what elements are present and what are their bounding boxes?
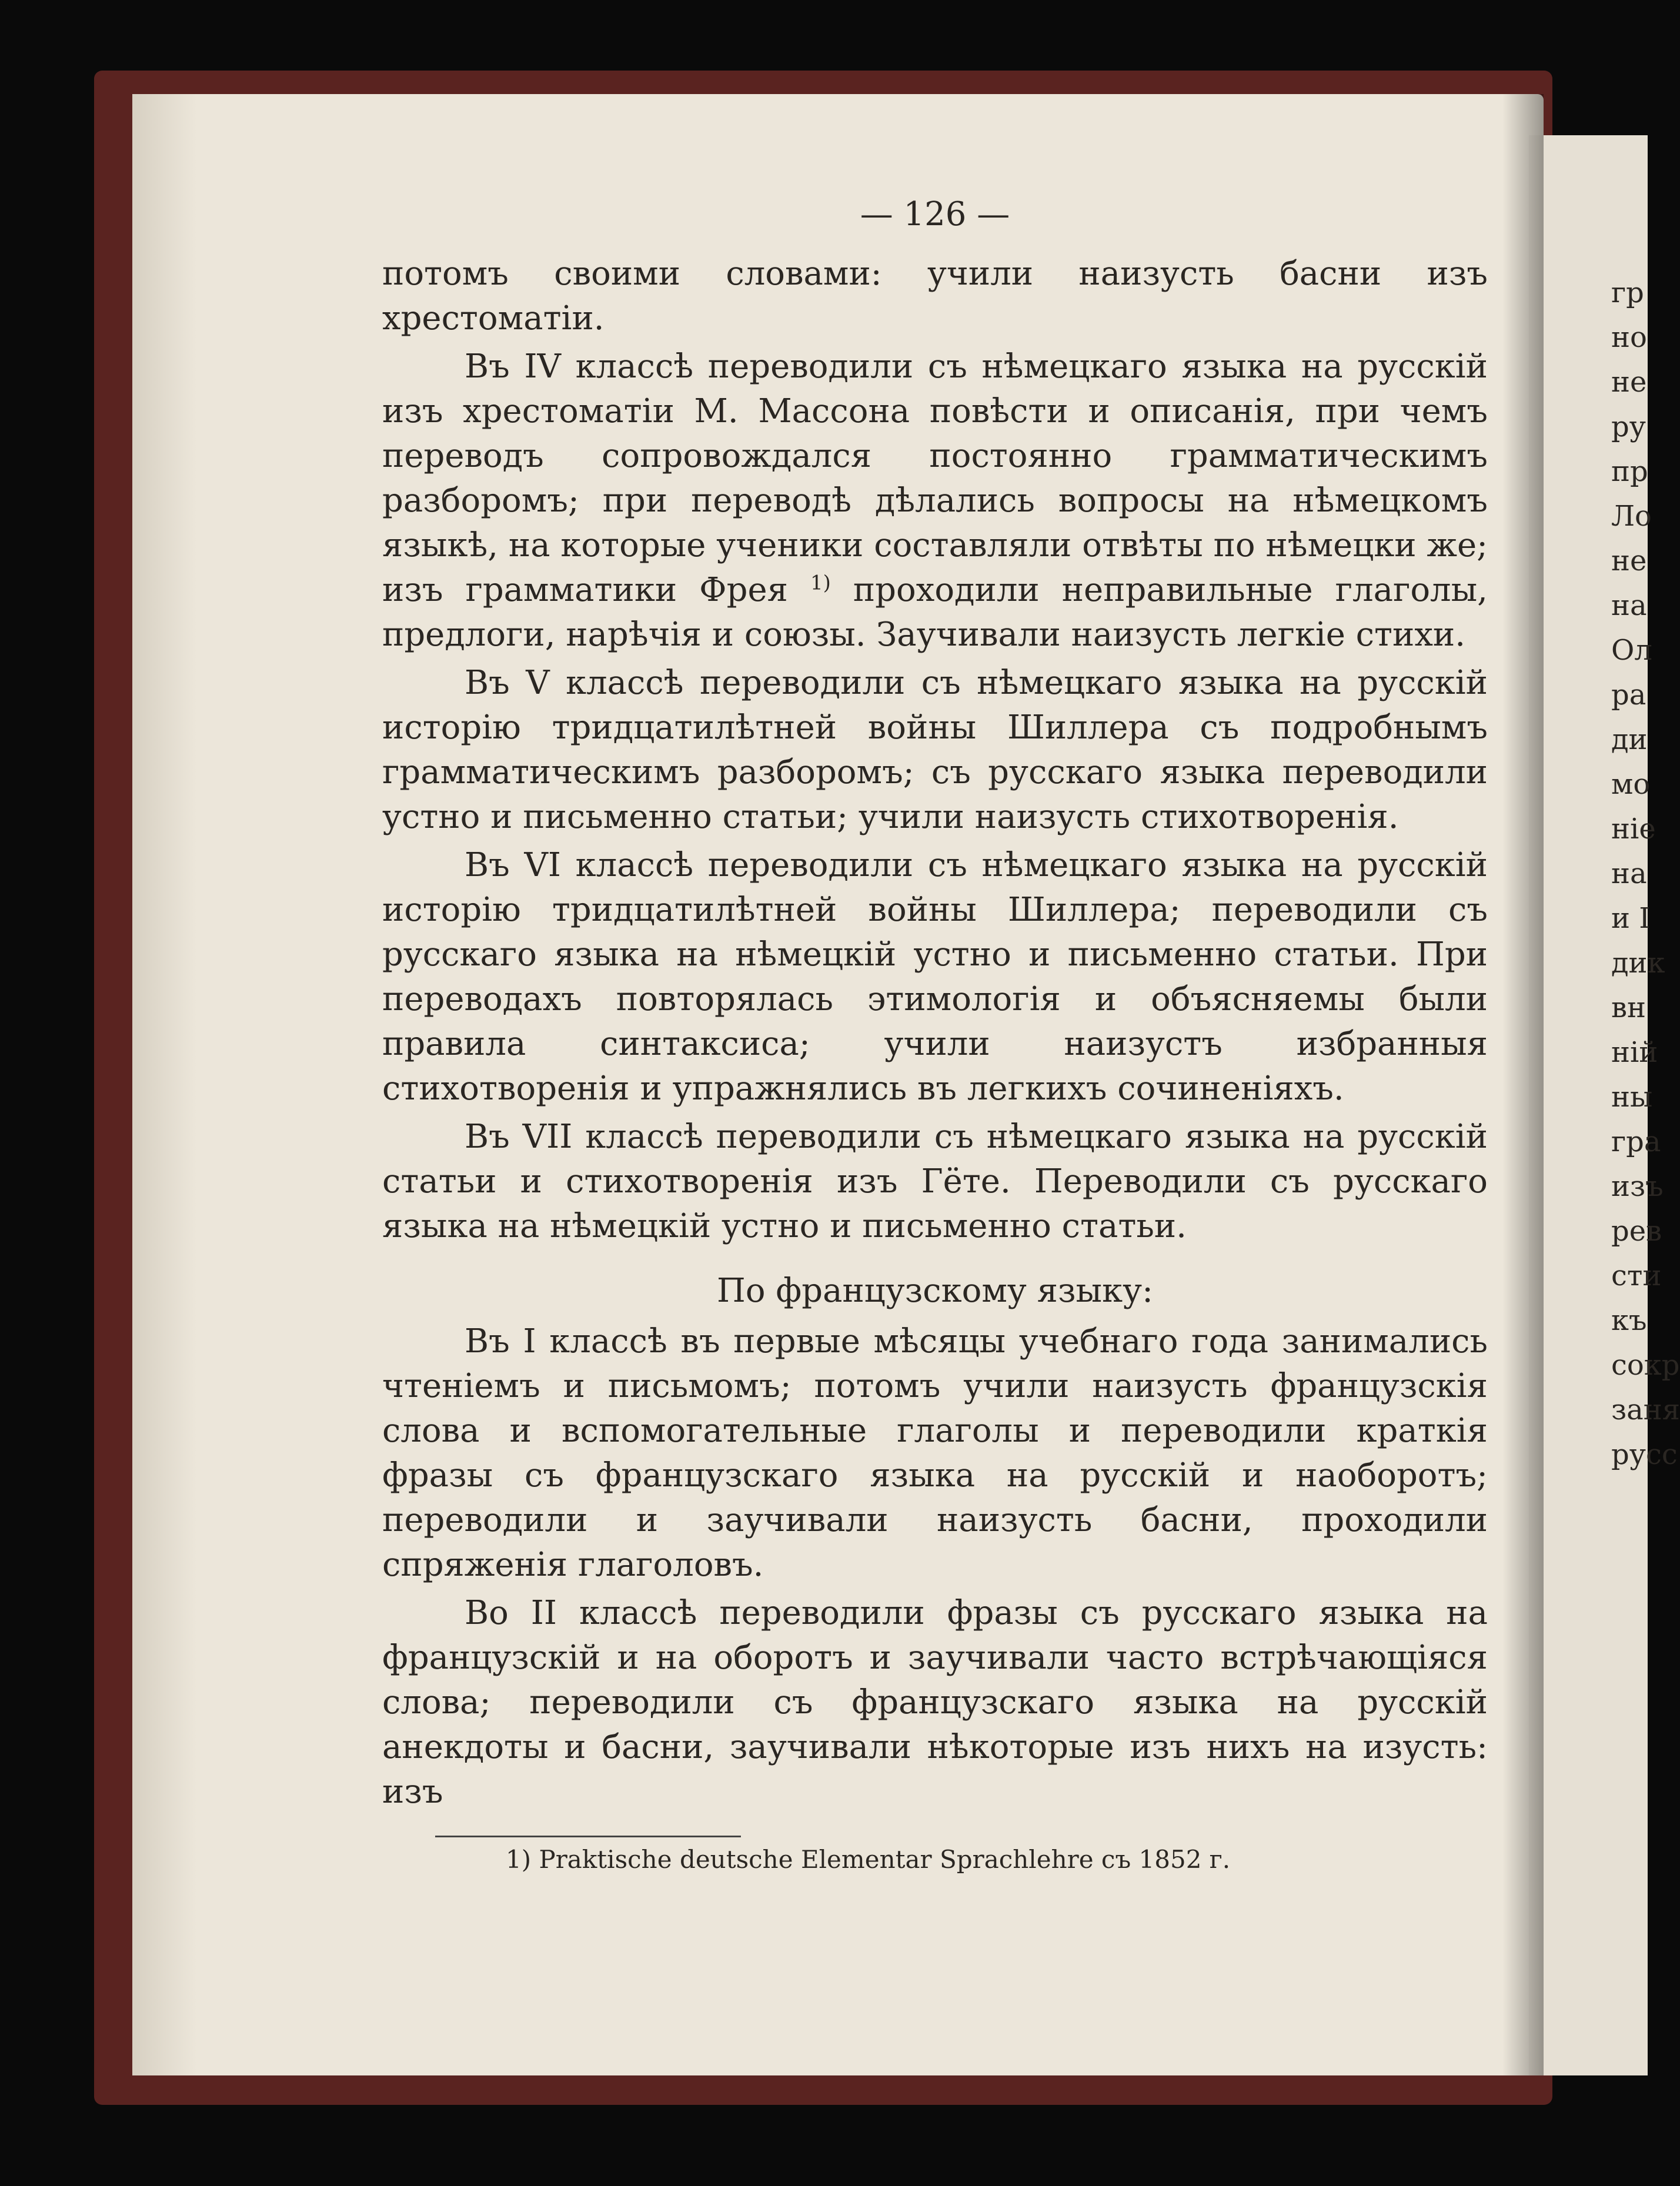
paragraph: Въ V классѣ переводили съ нѣмецкаго языка на русскій исторію тридцатилѣтней войны Шиллера съ подробнымъ грамматическимъ разборомъ; съ русскаго языка переводили устно и письменно статьи; учили наизусть стихотворенія. <box>382 664 1488 836</box>
next-page-fragment: заня <box>1611 1393 1680 1426</box>
footnote-rule <box>435 1836 741 1837</box>
footnote <box>506 1843 1488 1876</box>
next-page-fragment: сти <box>1611 1259 1662 1292</box>
next-page-fragment: и І <box>1611 902 1651 935</box>
next-page-fragment: ніе <box>1611 813 1656 845</box>
next-page-text <box>1611 270 1680 1477</box>
next-page-fragment: вн <box>1611 991 1646 1024</box>
next-page-fragment: ны <box>1611 1081 1653 1114</box>
next-page-fragment: ру <box>1611 410 1646 443</box>
footnote-text: Praktische deutsche Elementar Sprachlehre съ 1852 г. <box>539 1845 1231 1874</box>
next-page-fragment: не <box>1611 544 1647 577</box>
next-page-fragment: къ <box>1611 1304 1647 1337</box>
page-text <box>382 194 1488 1876</box>
paragraph: Въ I классѣ въ первые мѣсяцы учебнаго года занимались чтеніемъ и письмомъ; потомъ учили наизусть французскія слова и вспомогательные глаголы и переводили краткія фразы съ французскаго языка на русскій и наоборотъ; переводили и заучивали наизусть басни, проходили спряженія глаголовъ. <box>382 1322 1488 1584</box>
paragraph: Въ VII классѣ переводили съ нѣмецкаго языка на русскій статьи и стихотворенія изъ Гёте. Переводили съ русскаго языка на нѣмецкій устно и письменно статьи. <box>382 1118 1488 1245</box>
next-page-fragment: изъ <box>1611 1170 1664 1203</box>
paragraph: Въ VI классѣ переводили съ нѣмецкаго языка на русскій исторію тридцатилѣтней войны Шиллера; переводили съ русскаго языка на нѣмецкій устно и письменно статьи. При переводахъ повторялась этимологія и объясняемы были правила синтаксиса; учили наизустъ избранныя стихотворенія и упражнялись въ легкихъ сочиненіяхъ. <box>382 846 1488 1108</box>
page-number: — 126 — <box>860 195 1010 233</box>
next-page-fragment: но <box>1611 321 1647 354</box>
paragraph-text: Въ IV классѣ переводили съ нѣмецкаго языка на русскій изъ хрестоматіи М. Массона повѣсти и описанія, при чемъ переводъ сопровождался постоянно грамматическимъ разборомъ; при переводѣ дѣлались вопросы на нѣмецкомъ языкѣ, на которые ученики составляли отвѣты по нѣмецки же; изъ грамматики Фрея <box>382 347 1488 609</box>
next-page-fragment: на <box>1611 589 1647 622</box>
footnote-marker: 1) <box>506 1845 532 1874</box>
paragraph-text: проходили неправильные глаголы, предлоги, нарѣчія и союзы. Заучивали наизусть легкіе стихи. <box>382 571 1488 654</box>
next-page-fragment: Ол <box>1611 634 1652 667</box>
page-edge-shadow <box>132 94 197 2075</box>
next-page-fragment: русс <box>1611 1438 1678 1471</box>
footnote-marker: 1) <box>810 571 831 595</box>
next-page-fragment: на <box>1611 857 1647 890</box>
next-page-fragment: гра <box>1611 1125 1661 1158</box>
paragraph: Во II классѣ переводили фразы съ русскаго языка на французскій и на оборотъ и заучивали часто встрѣчающіяся слова; переводили съ французскаго языка на русскій анекдоты и басни, заучивали нѣкоторые изъ нихъ на изусть: изъ <box>382 1594 1488 1811</box>
section-heading: По французскому языку: <box>717 1272 1153 1310</box>
next-page-fragment: гр <box>1611 276 1644 309</box>
next-page-fragment: ній <box>1611 1036 1658 1069</box>
next-page-fragment: ди <box>1611 723 1648 756</box>
next-page-fragment: ра <box>1611 678 1646 711</box>
paragraph: потомъ своими словами: учили наизусть басни изъ хрестоматіи. <box>382 255 1488 337</box>
next-page-fragment: пр <box>1611 455 1648 488</box>
next-page-fragment: дик <box>1611 947 1665 980</box>
next-page-fragment: Ло <box>1611 500 1652 533</box>
next-page-fragment: сокр <box>1611 1349 1680 1382</box>
next-page-fragment: мо <box>1611 768 1651 801</box>
next-page-fragment: рев <box>1611 1215 1662 1248</box>
paragraph <box>382 345 1488 657</box>
gutter-shadow <box>1502 94 1544 2075</box>
next-page-fragment: не <box>1611 366 1647 399</box>
